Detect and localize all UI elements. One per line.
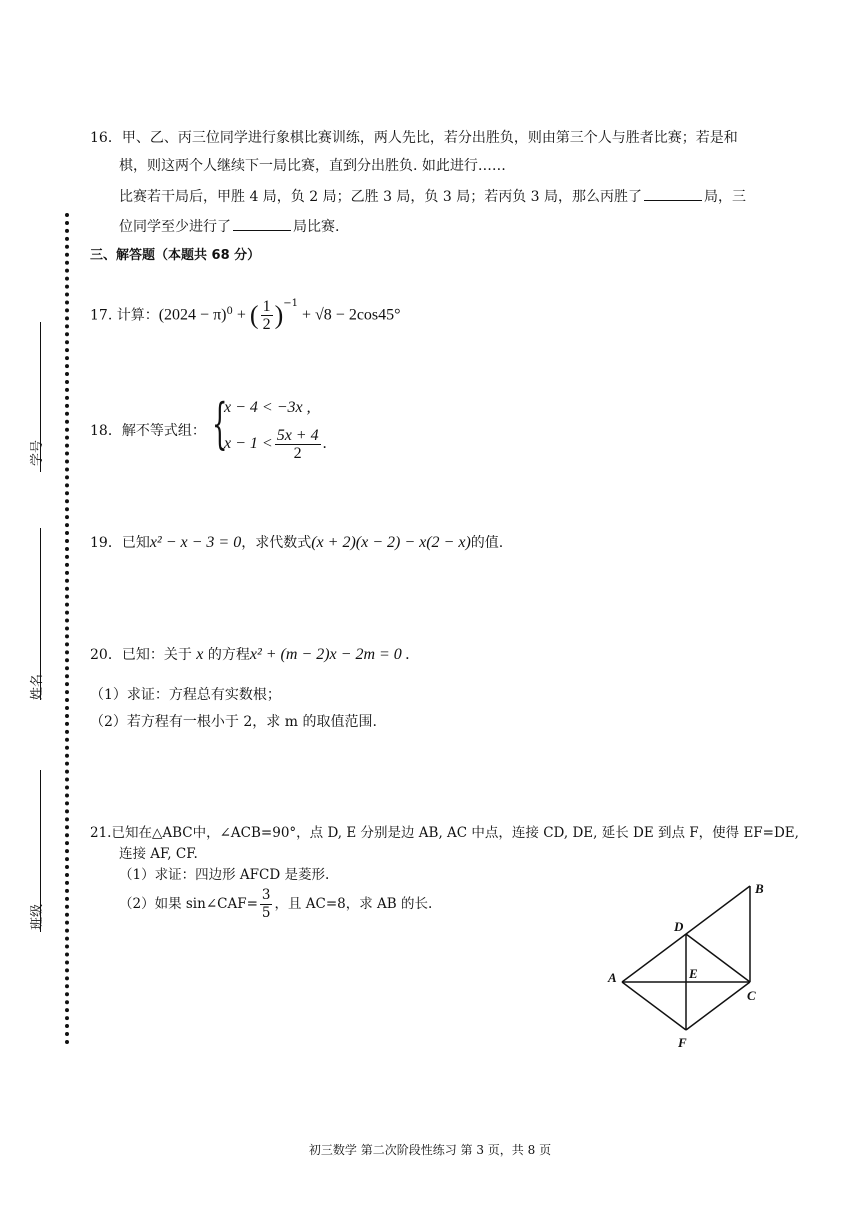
student-id-label: 学号 <box>30 439 45 466</box>
q21-frac-den: 5 <box>261 905 271 921</box>
q19-end: 的值. <box>470 535 504 551</box>
q19-eq: x² − x − 3 = 0 <box>149 534 242 551</box>
answer-blank-2[interactable] <box>233 217 291 231</box>
q17-sup0: 0 <box>226 306 233 317</box>
q20-label: 20．已知：关于 <box>90 647 192 663</box>
q16-line3-text: 比赛若干局后，甲胜 4 局，负 2 局；乙胜 3 局，负 3 局；若丙负 3 局，那么丙胜了 <box>119 189 643 205</box>
class-label: 班级 <box>30 903 45 930</box>
q17-half-den: 2 <box>262 316 271 334</box>
q21-part2 <box>119 884 432 924</box>
q21-line1: 21.已知在△ABC中，∠ACB=90°，点 D, E 分别是边 AB, AC 中点，连接 CD, DE, 延长 DE 到点 F，使得 EF=DE, <box>90 825 799 841</box>
q18-frac-num: 5x + 4 <box>276 426 319 444</box>
label-E: E <box>689 966 698 981</box>
name-label: 姓名 <box>30 673 45 700</box>
q18-frac <box>275 427 321 462</box>
q19-mid: ，求代数式 <box>241 535 312 551</box>
segment-FC <box>686 982 750 1030</box>
q20-eq: x² + (m − 2)x − 2m = 0 . <box>249 646 410 663</box>
q16-line3-tail: 局，三 <box>704 189 747 205</box>
q20-part2: （2）若方程有一根小于 2，求 m 的取值范围. <box>90 714 377 730</box>
q16-line1: 16．甲、乙、丙三位同学进行象棋比赛训练，两人先比，若分出胜负，则由第三个人与胜者比赛；若是和 <box>90 130 738 146</box>
q20 <box>90 646 410 664</box>
section3-title: 三、解答题（本题共 68 分） <box>90 248 261 263</box>
q19-label: 19．已知 <box>90 535 150 551</box>
q18-ineq2 <box>224 425 327 463</box>
q18-ineq1 <box>224 399 311 417</box>
rhombus-figure <box>600 870 780 1055</box>
q17-sup-neg1: −1 <box>283 298 298 309</box>
q16-line4-tail: 局比赛. <box>293 219 340 235</box>
q20-var: x <box>196 646 204 663</box>
q19 <box>90 534 503 552</box>
label-A: A <box>608 970 617 985</box>
label-F: F <box>678 1035 687 1050</box>
q18-ineq2-text: x − 1 < <box>224 435 273 452</box>
q18-frac-den: 2 <box>293 444 302 462</box>
q17-half-num: 1 <box>262 298 271 316</box>
q21-part2-tail: ，且 AC=8，求 AB 的长. <box>274 896 433 912</box>
q21-frac-num: 3 <box>261 887 271 903</box>
q17-plus: + <box>232 306 250 324</box>
q18-brace: { <box>212 392 228 455</box>
q21-part2-text: （2）如果 sin∠CAF= <box>119 896 258 912</box>
q17: 17. 计算：$(2024 - \pi)^0$ + ( $\frac{1}{2}$ )$^{-1}$ + √8 − 2cos45° <box>90 298 401 334</box>
label-C: C <box>747 988 756 1003</box>
q19-expr: (x + 2)(x − 2) − x(2 − x) <box>311 534 471 551</box>
q17-expr-b: + √8 − 2cos45° <box>297 306 401 324</box>
q20-mid: 的方程 <box>207 647 250 663</box>
q20-part1: （1）求证：方程总有实数根； <box>90 687 281 703</box>
q18-label: 18．解不等式组： <box>90 423 206 439</box>
q18-ineq2-end: . <box>322 435 327 452</box>
q21-line2: 连接 AF, CF. <box>119 846 198 862</box>
q18-ineq1-text: x − 4 < −3x , <box>224 399 311 416</box>
q21-part1: （1）求证：四边形 AFCD 是菱形. <box>119 867 330 883</box>
q16-line4-text: 位同学至少进行了 <box>119 219 231 235</box>
q16-line3 <box>119 187 746 206</box>
q17-expr-a: (2024 − π) <box>158 306 227 324</box>
page-footer: 初三数学 第二次阶段性练习 第 3 页，共 8 页 <box>308 1143 552 1157</box>
q16-line4 <box>119 217 339 236</box>
binding-dotted-line <box>65 213 69 1045</box>
q21-frac <box>260 887 273 922</box>
segment-AF <box>622 982 686 1030</box>
q16-line2: 棋，则这两个人继续下一局比赛，直到分出胜负. 如此进行…… <box>119 158 506 174</box>
label-B: B <box>755 881 764 896</box>
label-D: D <box>674 919 684 934</box>
q17-label: 17. 计算： <box>90 307 159 324</box>
q17-half <box>261 298 273 333</box>
answer-blank-1[interactable] <box>644 187 702 201</box>
